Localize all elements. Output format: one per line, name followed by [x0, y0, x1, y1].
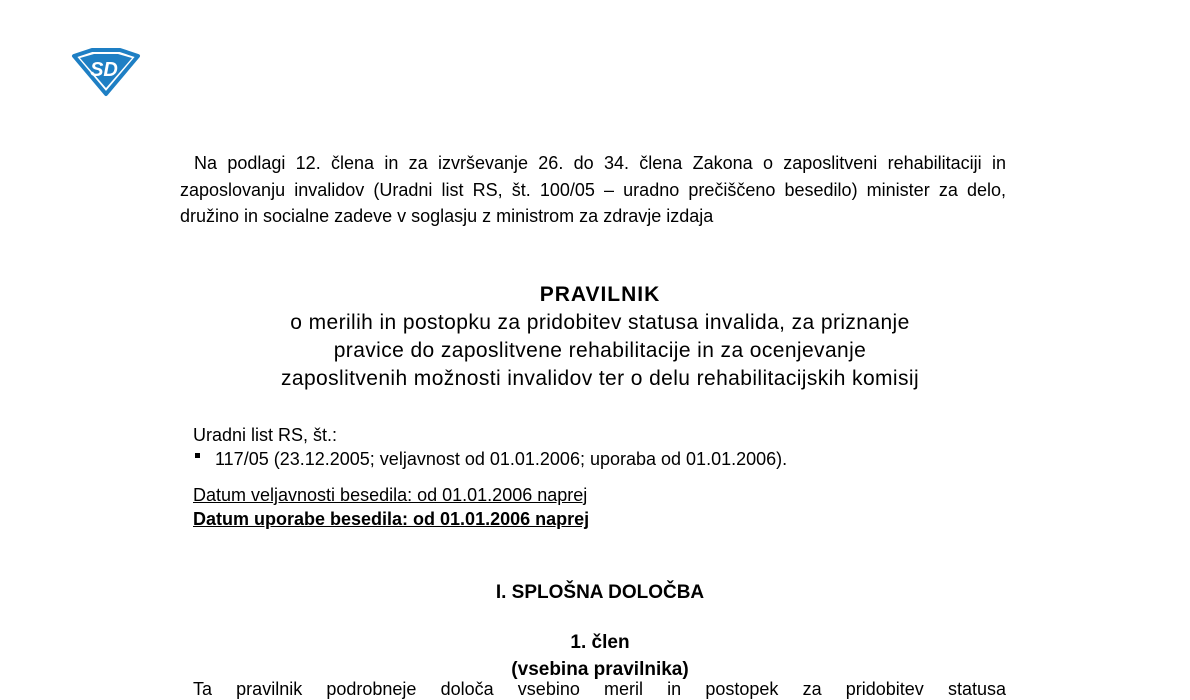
gazette-entry: 117/05 (23.12.2005; veljavnost od 01.01.2006; uporaba od 01.01.2006).	[215, 449, 788, 469]
validity-date: Datum veljavnosti besedila: od 01.01.2006 naprej	[193, 485, 588, 505]
intro-paragraph	[180, 150, 1006, 230]
article-subtitle: (vsebina pravilnika)	[511, 659, 689, 680]
gazette-label: Uradni list RS, št.:	[193, 425, 338, 445]
intro-line-3: besedilo) minister za delo, družino in socialne zadeve v soglasju z ministrom za	[180, 179, 1006, 226]
use-date: Datum uporabe besedila: od 01.01.2006 naprej	[193, 509, 590, 529]
article-first-line: Ta pravilnik podrobneje določa vsebino meril in postopek za pridobitev statusa	[193, 679, 1006, 699]
regulation-title	[150, 281, 1050, 393]
title-line-3: zaposlitvenih možnosti invalidov ter o delu rehabilitacijskih komisij	[280, 367, 920, 390]
title-line-2: pravice do zaposlitvene rehabilitacije in za ocenjevanje	[333, 339, 867, 362]
intro-line-1: Na podlagi 12. člena in za izvrševanje 26. do 34. člena Zakona o zaposlitveni	[194, 153, 878, 173]
gazette-entry-row	[193, 447, 787, 471]
title-main: PRAVILNIK	[539, 283, 661, 306]
intro-line-2: rehabilitaciji in zaposlovanju invalidov (Uradni list RS, št. 100/05 – uradno prečiščeno	[180, 153, 1006, 200]
date-info	[193, 483, 589, 531]
article-number: 1. člen	[570, 632, 630, 653]
logo-text: SD	[90, 59, 118, 81]
title-line-1: o merilih in postopku za pridobitev statusa invalida, za priznanje	[290, 311, 910, 334]
gazette-info	[193, 423, 787, 471]
sd-logo-icon	[70, 46, 142, 98]
intro-line-4: zdravje izdaja	[603, 206, 714, 226]
article-heading	[300, 629, 900, 683]
section-heading: I. SPLOŠNA DOLOČBA	[495, 582, 705, 603]
